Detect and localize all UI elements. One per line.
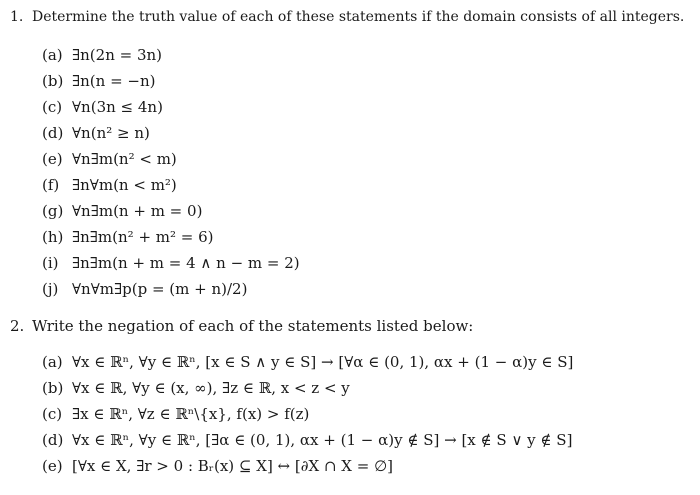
item-label: (e) (42, 150, 63, 168)
item-label: (b) (42, 72, 64, 90)
list-item (42, 405, 309, 423)
item-label: (i) (42, 254, 59, 272)
item-expression: ∃n(n = −n) (72, 72, 156, 90)
problem-text: Determine the truth value of each of these statements if the domain consists of all integers. (32, 9, 685, 25)
item-expression: ∀n∃m(n² < m) (72, 150, 177, 168)
list-item (42, 124, 150, 142)
list-item (42, 457, 393, 475)
item-expression: ∃n∀m(n < m²) (72, 176, 177, 194)
item-expression: ∀n∀m∃p(p = (m + n)/2) (72, 280, 248, 298)
item-label: (d) (42, 124, 64, 142)
item-label: (c) (42, 405, 63, 423)
list-item (42, 228, 214, 246)
item-label: (g) (42, 202, 64, 220)
item-expression: ∃n(2n = 3n) (72, 46, 163, 64)
item-label: (j) (42, 280, 59, 298)
problem-1-prompt (10, 9, 684, 25)
item-label: (b) (42, 379, 64, 397)
item-expression: ∃x ∈ ℝⁿ, ∀z ∈ ℝⁿ\{x}, f(x) > f(z) (72, 405, 310, 423)
problem-2-prompt (10, 317, 473, 335)
list-item (42, 176, 177, 194)
list-item (42, 254, 300, 272)
item-label: (d) (42, 431, 64, 449)
list-item (42, 202, 202, 220)
item-label: (f) (42, 176, 60, 194)
item-label: (a) (42, 353, 63, 371)
problem-text: Write the negation of each of the statements listed below: (32, 317, 474, 335)
item-expression: ∃n∃m(n² + m² = 6) (72, 228, 214, 246)
list-item (42, 98, 163, 116)
item-expression: ∀x ∈ ℝ, ∀y ∈ (x, ∞), ∃z ∈ ℝ, x < z < y (72, 379, 350, 397)
item-label: (e) (42, 457, 63, 475)
list-item (42, 431, 572, 449)
problem-number: 2. (10, 317, 25, 335)
item-label: (a) (42, 46, 63, 64)
item-expression: [∀x ∈ X, ∃r > 0 : Bᵣ(x) ⊆ X] ↔ [∂X ∩ X = ∅] (72, 457, 393, 475)
item-expression: ∃n∃m(n + m = 4 ∧ n − m = 2) (72, 254, 300, 272)
list-item (42, 46, 162, 64)
problem-number: 1. (10, 9, 24, 25)
item-label: (c) (42, 98, 63, 116)
item-label: (h) (42, 228, 64, 246)
list-item (42, 150, 177, 168)
item-expression: ∀x ∈ ℝⁿ, ∀y ∈ ℝⁿ, [∃α ∈ (0, 1), αx + (1 − α)y ∉ S] → [x ∉ S ∨ y ∉ S] (72, 431, 573, 449)
list-item (42, 72, 156, 90)
list-item (42, 353, 573, 371)
item-expression: ∀n(3n ≤ 4n) (72, 98, 163, 116)
list-item (42, 379, 350, 397)
item-expression: ∀n(n² ≥ n) (72, 124, 150, 142)
item-expression: ∀n∃m(n + m = 0) (72, 202, 203, 220)
item-expression: ∀x ∈ ℝⁿ, ∀y ∈ ℝⁿ, [x ∈ S ∧ y ∈ S] → [∀α ∈ (0, 1), αx + (1 − α)y ∈ S] (72, 353, 574, 371)
list-item (42, 280, 247, 298)
